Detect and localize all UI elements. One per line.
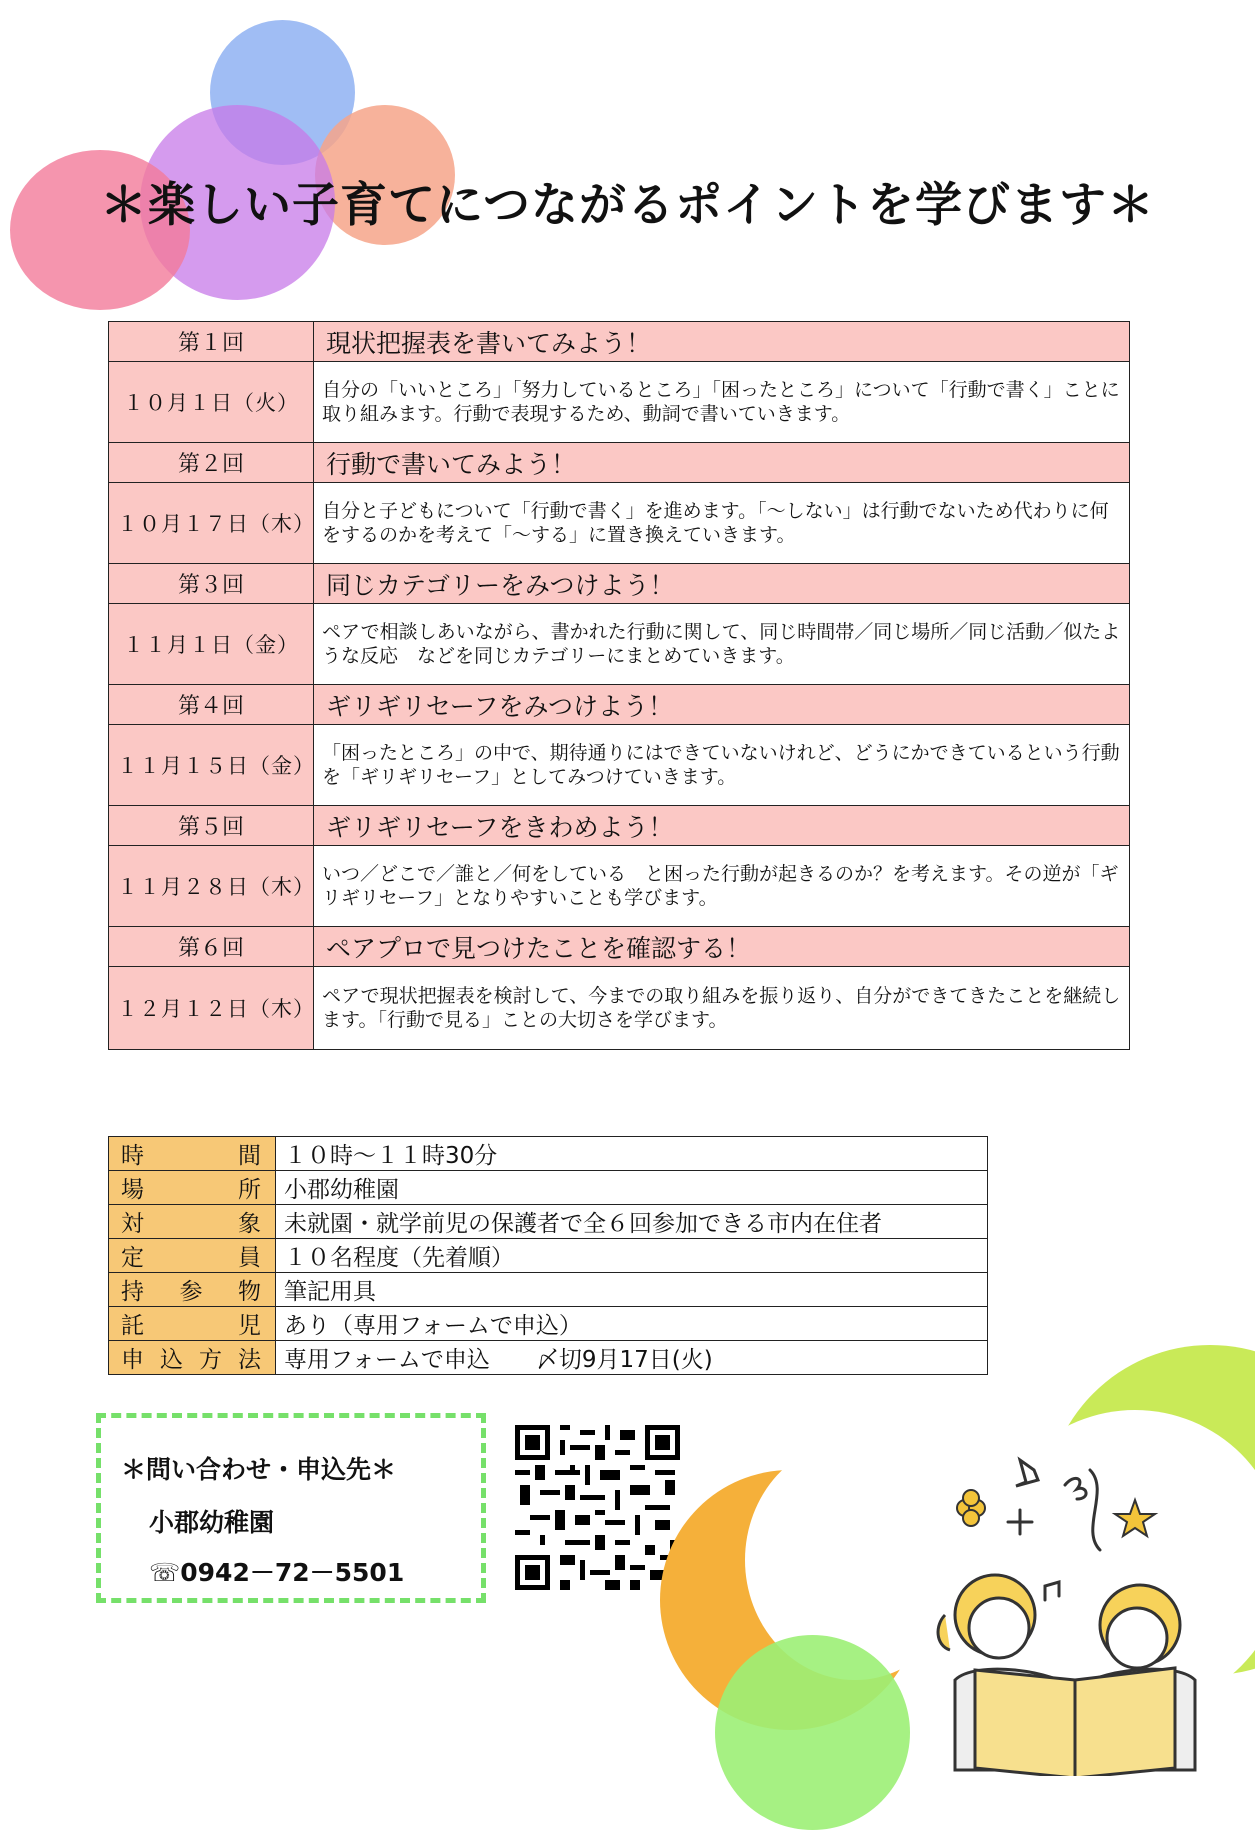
session-detail-row [109, 362, 1130, 443]
session-number: 第１回 [109, 322, 314, 362]
session-number: 第５回 [109, 806, 314, 846]
girl-figure [938, 1575, 1035, 1658]
session-number: 第４回 [109, 685, 314, 725]
info-row [109, 1205, 988, 1239]
session-description: ペアで現状把握表を検討して、今までの取り組みを振り返り、自分ができてきたことを継続します。「行動で見る」ことの大切さを学びます。 [314, 967, 1130, 1050]
info-value: 筆記用具 [276, 1273, 988, 1307]
session-description: 自分の「いいところ」「努力しているところ」「困ったところ」について「行動で書く」ことに取り組みます。行動で表現するため、動詞で書いていきます。 [314, 362, 1130, 443]
info-row [109, 1341, 988, 1375]
session-topic: ギリギリセーフをきわめよう！ [314, 806, 1130, 846]
page-title: ＊楽しい子育てにつながるポイントを学びます＊ [99, 178, 1156, 233]
session-topic: 行動で書いてみよう！ [314, 443, 1130, 483]
contact-name: 小郡幼稚園 [149, 1508, 275, 1537]
info-value: 小郡幼稚園 [276, 1171, 988, 1205]
session-header-row [109, 322, 1130, 362]
session-description: 「困ったところ」の中で、期待通りにはできていないけれど、どうにかできているという行動を「ギリギリセーフ」としてみつけていきます。 [314, 725, 1130, 806]
info-value: あり（専用フォームで申込） [276, 1307, 988, 1341]
session-description: ペアで相談しあいながら、書かれた行動に関して、同じ時間帯／同じ場所／同じ活動／似たような反応 などを同じカテゴリーにまとめていきます。 [314, 604, 1130, 685]
info-row [109, 1273, 988, 1307]
session-number: 第６回 [109, 927, 314, 967]
session-detail-row [109, 604, 1130, 685]
session-header-row [109, 443, 1130, 483]
flower-icon [957, 1490, 985, 1526]
session-topic: 現状把握表を書いてみよう！ [314, 322, 1130, 362]
contact-phone: ☏0942－72－5501 [149, 1558, 405, 1587]
info-value: １０時～１１時30分 [276, 1137, 988, 1171]
session-date: １０月１７日（木） [109, 483, 314, 564]
info-value: 専用フォームで申込 〆切9月17日(火) [276, 1341, 988, 1375]
info-label: 時間 [109, 1137, 276, 1171]
session-detail-row [109, 483, 1130, 564]
children-reading-illustration [925, 1440, 1235, 1776]
session-description: 自分と子どもについて「行動で書く」を進めます。「～しない」は行動でないため代わりに何をするのかを考えて「～する」に置き換えていきます。 [314, 483, 1130, 564]
session-date: １１月２８日（木） [109, 846, 314, 927]
info-label: 持参物 [109, 1273, 276, 1307]
session-date: １２月１２日（木） [109, 967, 314, 1050]
session-description: いつ／どこで／誰と／何をしている と困った行動が起きるのか？を考えます。その逆が「ギリギリセーフ」となりやすいことも学びます。 [314, 846, 1130, 927]
session-topic: ギリギリセーフをみつけよう！ [314, 685, 1130, 725]
session-number: 第２回 [109, 443, 314, 483]
boy-figure [1100, 1585, 1180, 1668]
session-date: １１月１５日（金） [109, 725, 314, 806]
session-detail-row [109, 967, 1130, 1050]
session-detail-row [109, 725, 1130, 806]
info-label: 対象 [109, 1205, 276, 1239]
session-topic: ペアプロで見つけたことを確認する！ [314, 927, 1130, 967]
contact-box [96, 1413, 486, 1603]
session-header-row [109, 927, 1130, 967]
info-table [108, 1136, 988, 1375]
info-row [109, 1239, 988, 1273]
decor-blob-green [715, 1635, 910, 1830]
star-icon [1115, 1500, 1155, 1536]
info-label: 託児 [109, 1307, 276, 1341]
session-header-row [109, 685, 1130, 725]
session-topic: 同じカテゴリーをみつけよう！ [314, 564, 1130, 604]
session-detail-row [109, 846, 1130, 927]
contact-heading: ＊問い合わせ・申込先＊ [121, 1455, 397, 1484]
info-label: 定員 [109, 1239, 276, 1273]
info-value: 未就園・就学前児の保護者で全６回参加できる市内在住者 [276, 1205, 988, 1239]
schedule-table [108, 321, 1130, 1050]
session-header-row [109, 564, 1130, 604]
info-row [109, 1171, 988, 1205]
session-date: １０月１日（火） [109, 362, 314, 443]
qr-code-image[interactable] [515, 1425, 680, 1590]
session-date: １１月１日（金） [109, 604, 314, 685]
info-label: 申込方法 [109, 1341, 276, 1375]
info-value: １０名程度（先着順） [276, 1239, 988, 1273]
info-row [109, 1137, 988, 1171]
info-row [109, 1307, 988, 1341]
session-header-row [109, 806, 1130, 846]
session-number: 第３回 [109, 564, 314, 604]
info-label: 場所 [109, 1171, 276, 1205]
